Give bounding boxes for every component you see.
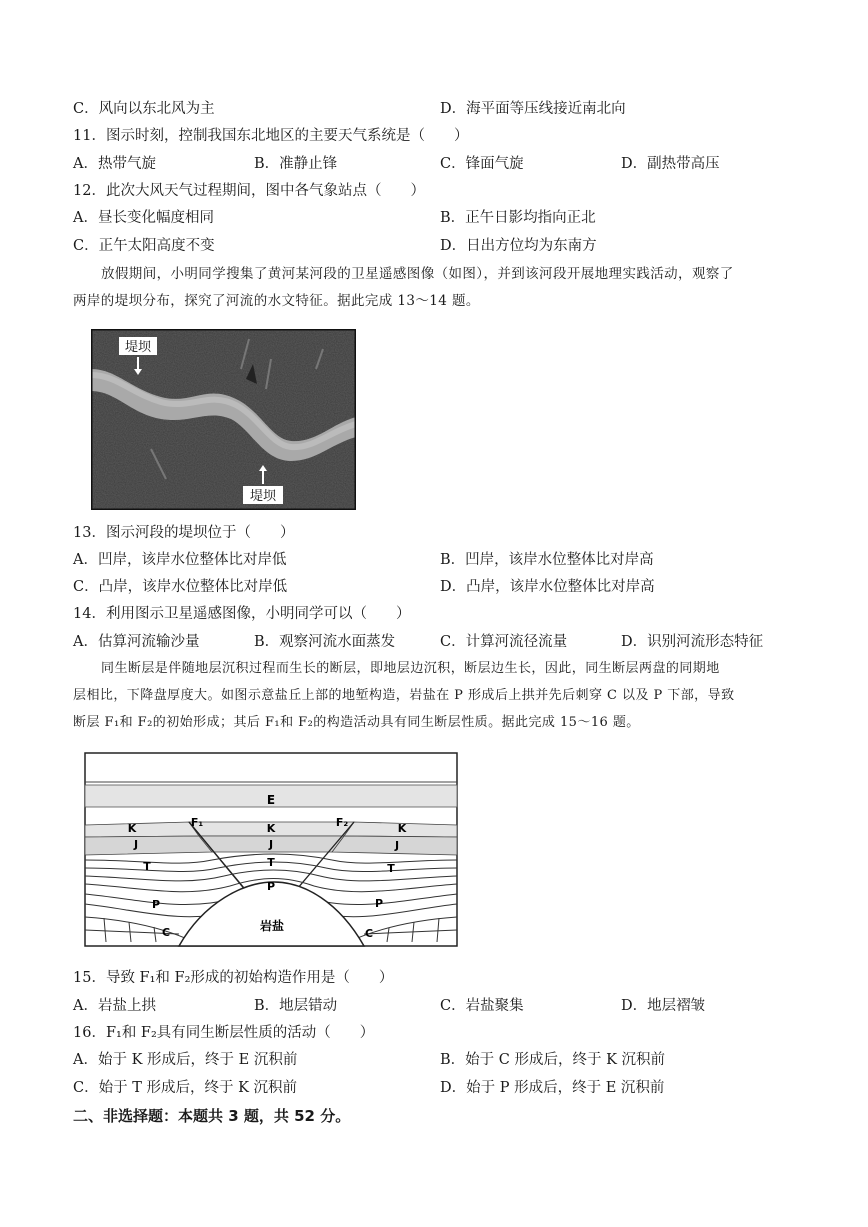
q12-option-d: D．日出方位均为东南方 — [440, 238, 597, 254]
q11-option-a: A．热带气旋 — [73, 156, 156, 172]
q12-stem: 12．此次大风天气过程期间，图中各气象站点（ ） — [73, 183, 425, 199]
q14-option-c: C．计算河流径流量 — [440, 634, 568, 650]
label-C-left: C — [161, 926, 171, 939]
q13-option-b: B．凹岸，该岸水位整体比对岸高 — [440, 552, 654, 568]
dam-label-bottom: 堤坝 — [249, 489, 277, 504]
q12-option-c: C．正午太阳高度不变 — [73, 238, 215, 254]
q13-option-d: D．凸岸，该岸水位整体比对岸高 — [440, 579, 655, 595]
q10-option-c: C．风向以东北风为主 — [73, 101, 215, 117]
q16-option-c: C．始于 T 形成后，终于 K 沉积前 — [73, 1080, 298, 1096]
q14-stem: 14．利用图示卫星遥感图像，小明同学可以（ ） — [73, 606, 411, 622]
q16-option-d: D．始于 P 形成后，终于 E 沉积前 — [440, 1080, 665, 1096]
q10-option-d: D．海平面等压线接近南北向 — [440, 101, 626, 117]
q11-option-b: B．准静止锋 — [254, 156, 338, 172]
q14-option-b: B．观察河流水面蒸发 — [254, 634, 396, 650]
intro-15-16-line3: 断层 F₁和 F₂的初始形成；其后 F₁和 F₂的构造活动具有同生断层性质。据此完成 15～16 题。 — [73, 715, 640, 730]
section-2-heading: 二、非选择题：本题共 3 题，共 52 分。 — [73, 1107, 351, 1125]
intro-15-16-line1: 同生断层是伴随地层沉积过程而生长的断层，即地层边沉积，断层边生长，因此，同生断层两盘的同期地 — [101, 661, 720, 676]
q15-stem: 15．导致 F₁和 F₂形成的初始构造作用是（ ） — [73, 970, 394, 986]
q13-stem: 13．图示河段的堤坝位于（ ） — [73, 525, 295, 541]
q16-stem: 16．F₁和 F₂具有同生断层性质的活动（ ） — [73, 1025, 375, 1041]
q14-option-d: D．识别河流形态特征 — [621, 634, 764, 650]
q13-option-a: A．凹岸，该岸水位整体比对岸低 — [73, 552, 287, 568]
q16-option-a: A．始于 K 形成后，终于 E 沉积前 — [73, 1052, 298, 1068]
label-P-right: P — [374, 897, 384, 910]
q14-option-a: A．估算河流输沙量 — [73, 634, 200, 650]
geologic-cross-section — [84, 752, 458, 947]
label-T-center: T — [267, 856, 275, 869]
label-F1: F₁ — [190, 816, 204, 829]
label-J-right: J — [394, 839, 400, 852]
q15-option-c: C．岩盐聚集 — [440, 998, 524, 1014]
q16-option-b: B．始于 C 形成后，终于 K 沉积前 — [440, 1052, 666, 1068]
label-P-center: P — [266, 880, 276, 893]
q12-option-a: A．昼长变化幅度相同 — [73, 210, 214, 226]
intro-13-14-line2: 两岸的堤坝分布，探究了河流的水文特征。据此完成 13～14 题。 — [73, 293, 480, 309]
label-K-left: K — [127, 822, 137, 835]
label-F2: F₂ — [335, 816, 349, 829]
q11-option-c: C．锋面气旋 — [440, 156, 524, 172]
q11-option-d: D．副热带高压 — [621, 156, 720, 172]
satellite-image — [91, 329, 356, 510]
label-K-right: K — [397, 822, 407, 835]
label-T-right: T — [387, 862, 395, 875]
q11-stem: 11．图示时刻，控制我国东北地区的主要天气系统是（ ） — [73, 128, 469, 144]
dam-label-top: 堤坝 — [124, 340, 152, 355]
label-K-center: K — [266, 822, 276, 835]
q15-option-a: A．岩盐上拱 — [73, 998, 156, 1014]
label-T-left: T — [143, 860, 151, 873]
label-J-center: J — [268, 838, 274, 851]
label-J-left: J — [133, 838, 139, 851]
label-P-left: P — [151, 898, 161, 911]
q13-option-c: C．凸岸，该岸水位整体比对岸低 — [73, 579, 288, 595]
q12-option-b: B．正午日影均指向正北 — [440, 210, 596, 226]
intro-15-16-line2: 层相比，下降盘厚度大。如图示意盐丘上部的地堑构造，岩盐在 P 形成后上拱并先后刺穿 C 以及 P 下部，导致 — [73, 688, 735, 703]
label-E: E — [266, 793, 276, 807]
intro-13-14-line1: 放假期间，小明同学搜集了黄河某河段的卫星遥感图像（如图），并到该河段开展地理实践活动，观察了 — [101, 266, 734, 282]
q15-option-d: D．地层褶皱 — [621, 998, 706, 1014]
label-rock-salt: 岩盐 — [259, 919, 285, 933]
label-C-right: C — [364, 927, 374, 940]
q15-option-b: B．地层错动 — [254, 998, 338, 1014]
